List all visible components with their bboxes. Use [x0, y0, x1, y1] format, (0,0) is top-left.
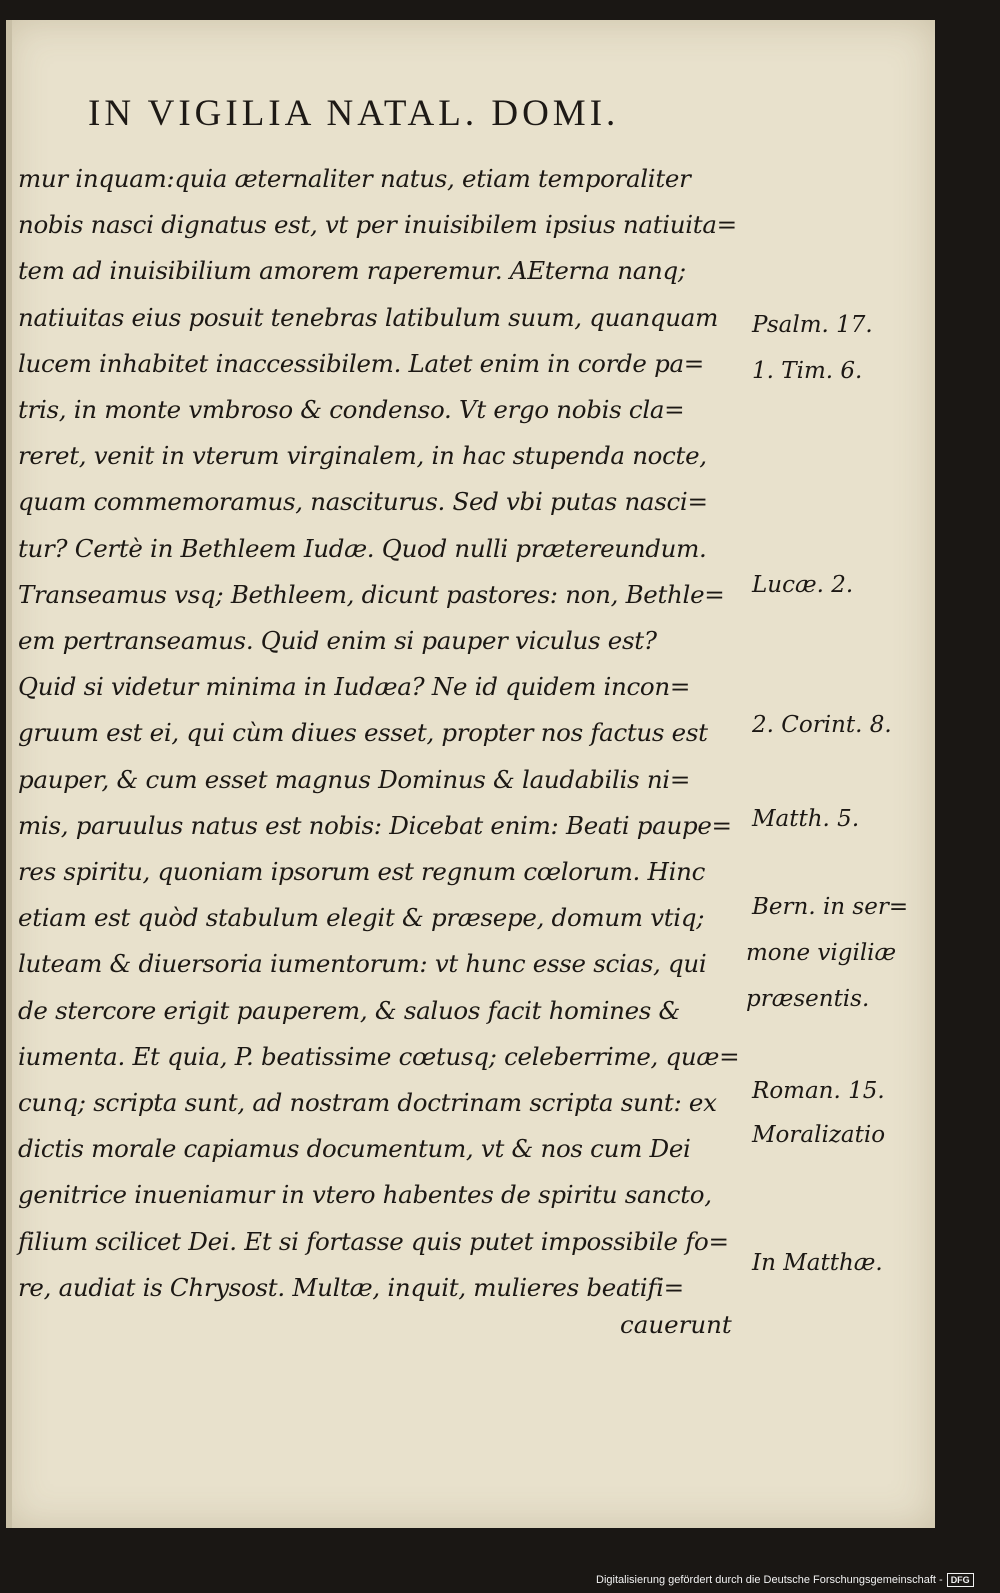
body-line: Quid si videtur minima in Iudæa? Ne id quidem incon= — [18, 672, 691, 702]
footer-text: Digitalisierung gefördert durch die Deutsche Forschungsgemeinschaft - — [596, 1574, 943, 1586]
body-line: iumenta. Et quia, P. beatissime cœtusq; celeberrime, quæ= — [18, 1041, 740, 1071]
body-line: mur inquam:quia æternaliter natus, etiam temporaliter — [18, 164, 691, 193]
body-line: pauper, & cum esset magnus Dominus & laudabilis ni= — [18, 764, 691, 794]
body-line: gruum est ei, qui cùm diues esset, propter nos factus est — [18, 718, 708, 748]
body-line: dictis morale capiamus documentum, vt & nos cum Dei — [18, 1134, 691, 1164]
margin-note: 1. Tim. 6. — [752, 358, 863, 384]
margin-note: Psalm. 17. — [752, 312, 873, 338]
margin-note: In Matthæ. — [752, 1250, 883, 1276]
margin-note: Matth. 5. — [752, 806, 860, 832]
margin-note: Roman. 15. — [752, 1078, 885, 1104]
margin-note: Moralizatio — [752, 1122, 886, 1148]
margin-note: Lucæ. 2. — [752, 572, 854, 598]
body-line: de stercore erigit pauperem, & saluos facit homines & — [18, 995, 681, 1025]
running-head: IN VIGILIA NATAL. DOMI. — [88, 93, 620, 134]
body-line: em pertranseamus. Quid enim si pauper viculus est? — [18, 626, 657, 655]
body-line: cunq; scripta sunt, ad nostram doctrinam scripta sunt: ex — [18, 1088, 717, 1117]
body-line: mis, paruulus natus est nobis: Dicebat enim: Beati paupe= — [18, 810, 732, 840]
body-line: reret, venit in vterum virginalem, in hac stupenda nocte, — [18, 441, 707, 471]
body-line: tris, in monte vmbroso & condenso. Vt ergo nobis cla= — [18, 395, 685, 424]
body-line: genitrice inueniamur in vtero habentes de spiritu sancto, — [18, 1180, 712, 1210]
page-gutter-edge — [6, 20, 12, 1528]
body-line: filium scilicet Dei. Et si fortasse quis putet impossibile fo= — [18, 1226, 729, 1256]
body-line: tur? Certè in Bethleem Iudæ. Quod nulli prætereundum. — [18, 533, 707, 563]
dfg-logo-icon: DFG — [947, 1573, 974, 1587]
margin-note: 2. Corint. 8. — [752, 712, 892, 738]
body-line: lucem inhabitet inaccessibilem. Latet enim in corde pa= — [18, 348, 705, 378]
body-line: res spiritu, quoniam ipsorum est regnum cœlorum. Hinc — [18, 857, 706, 886]
body-line: re, audiat is Chrysost. Multæ, inquit, mulieres beatifi= — [18, 1272, 684, 1302]
catchword: cauerunt — [620, 1310, 732, 1339]
body-line: Transeamus vsq; Bethleem, dicunt pastores: non, Bethle= — [18, 579, 725, 609]
body-line: nobis nasci dignatus est, vt per inuisibilem ipsius natiuita= — [18, 210, 737, 240]
funding-footer — [596, 1570, 974, 1590]
body-line: quam commemoramus, nasciturus. Sed vbi putas nasci= — [18, 487, 708, 517]
body-line: tem ad inuisibilium amorem raperemur. AEterna nanq; — [18, 256, 686, 286]
margin-note: mone vigiliæ — [746, 940, 897, 966]
margin-note: præsentis. — [746, 986, 870, 1012]
margin-note: Bern. in ser= — [752, 894, 909, 920]
body-line: luteam & diuersoria iumentorum: vt hunc esse scias, qui — [18, 949, 707, 979]
body-line: etiam est quòd stabulum elegit & præsepe, domum vtiq; — [18, 903, 705, 933]
body-line: natiuitas eius posuit tenebras latibulum suum, quanquam — [18, 302, 719, 332]
